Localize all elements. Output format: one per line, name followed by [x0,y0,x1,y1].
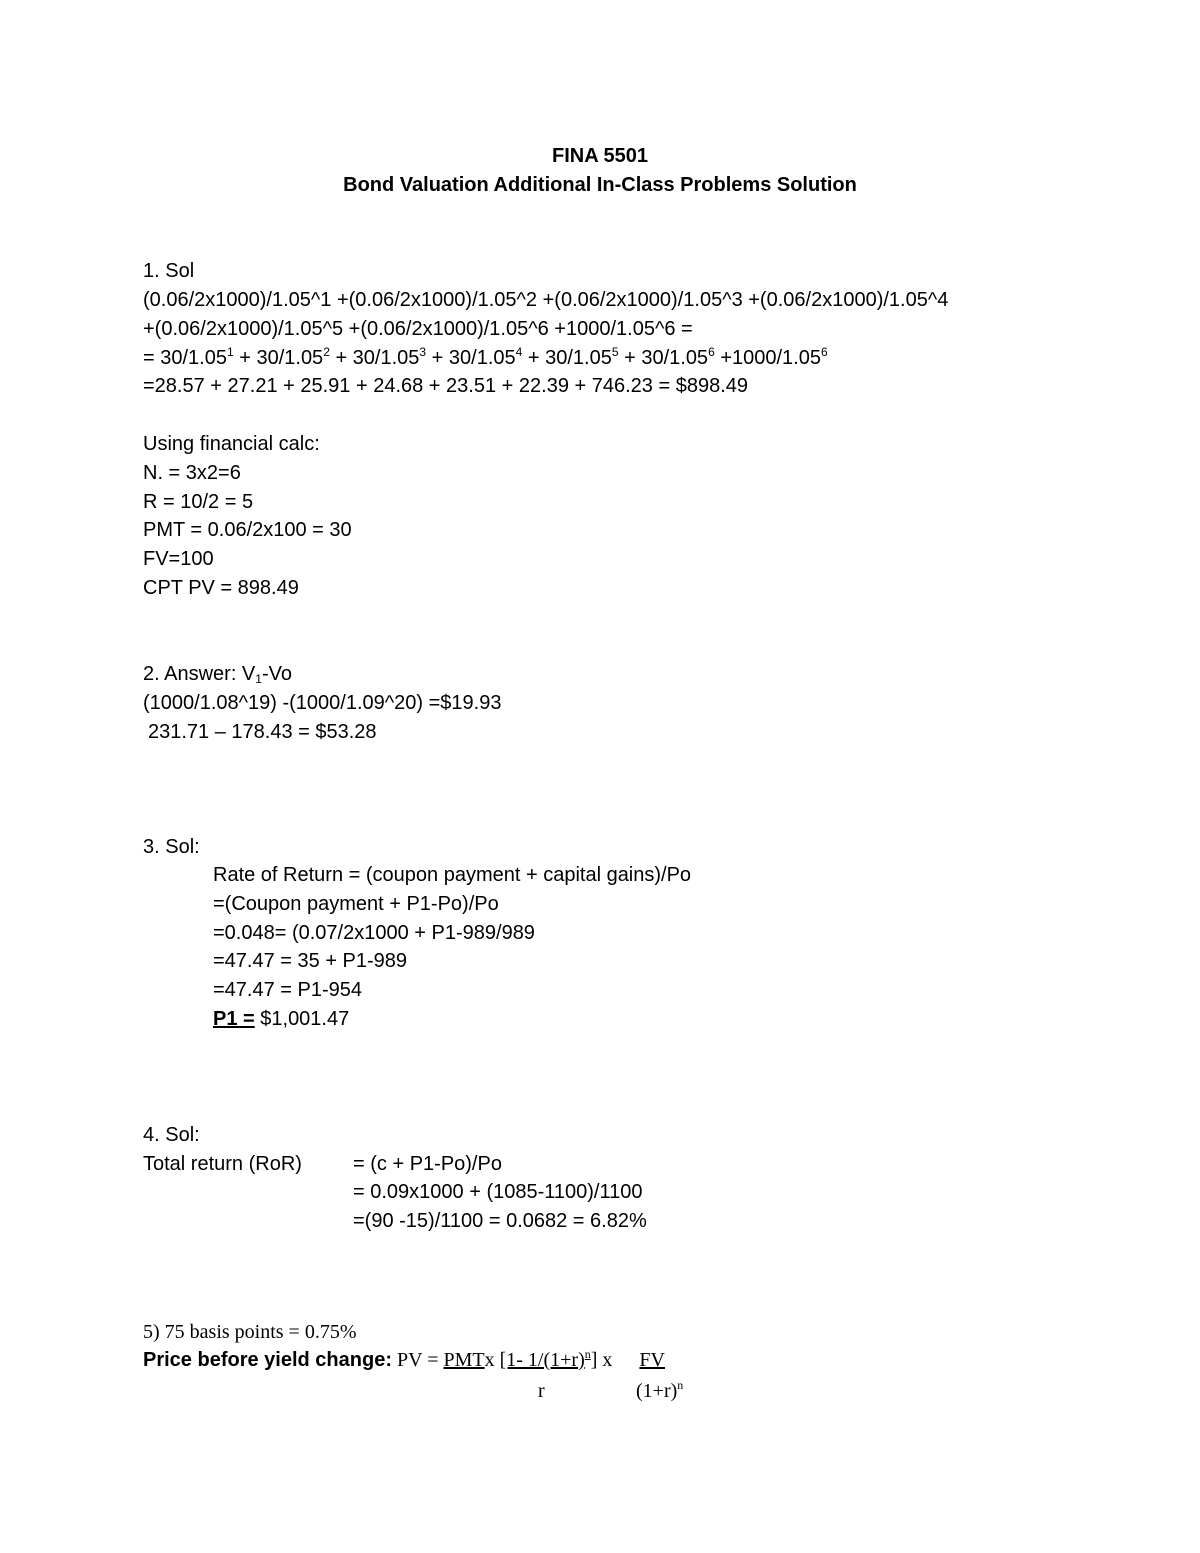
problem-5-label: 5) 75 basis points = 0.75% [143,1321,357,1343]
problem-1-result: =28.57 + 27.21 + 25.91 + 24.68 + 23.51 + 22.39 + 746.23 = $898.49 [143,375,748,397]
calc-line: N. = 3x2=6 [143,462,241,484]
denominator-r: r [538,1380,545,1402]
p1-value: $1,001.47 [254,1008,350,1030]
p1-label: P1 = [213,1008,255,1030]
total-return-label: Total return (RoR) [143,1153,302,1175]
calc-line: CPT PV = 898.49 [143,577,299,599]
course-code: FINA 5501 [552,145,648,167]
problem-5-formula: Price before yield change: PV = PMTx [1- $1/(1+r)^n$] x FV [143,1347,665,1371]
problem-3-line: Rate of Return = (coupon payment + capital gains)/Po [213,864,692,886]
calc-line: PMT = 0.06/2x100 = 30 [143,519,352,541]
problem-3-final [213,1008,349,1031]
problem-3-label: 3. Sol: [143,836,200,858]
calc-line: FV=100 [143,548,214,570]
problem-3-line: =0.048= (0.07/2x1000 + P1-989/989 [213,922,535,944]
problem-4-line: =(90 -15)/1100 = 0.0682 = 6.82% [353,1210,647,1232]
problem-4-label: 4. Sol: [143,1124,200,1146]
calc-line: R = 10/2 = 5 [143,491,254,513]
problem-1-formula-line-1: (0.06/2x1000)/1.05^1 +(0.06/2x1000)/1.05^2 +(0.06/2x1000)/1.05^3 +(0.06/2x1000)/1.05^4 [143,289,949,311]
problem-4-line: = (c + P1-Po)/Po [353,1153,502,1175]
calc-heading: Using financial calc: [143,433,320,455]
document-title: Bond Valuation Additional In-Class Problems Solution [343,174,857,196]
problem-2-line-1: (1000/1.08^19) -(1000/1.09^20) =$19.93 [143,692,502,714]
problem-1-formula-line-3: = $30/1.05^1 + 30/1.05^2 + 30/1.05^3 + 30/1.05^4 + 30/1.05^5 + 30/1.05^6 +1000/1.05^6$ [143,345,828,369]
price-before-label: Price before yield change: [143,1349,392,1371]
problem-3-line: =(Coupon payment + P1-Po)/Po [213,893,499,915]
denominator-fv: $(1+r)^n$ [636,1378,684,1402]
problem-1-label: 1. Sol [143,260,195,282]
problem-4-line: = 0.09x1000 + (1085-1100)/1100 [353,1181,643,1203]
problem-2-label: 2. Answer: $V_1-Vo$ [143,663,292,686]
problem-1-formula-line-2: +(0.06/2x1000)/1.05^5 +(0.06/2x1000)/1.05^6 +1000/1.05^6 = [143,318,693,340]
problem-3-line: =47.47 = P1-954 [213,979,363,1001]
problem-3-line: =47.47 = 35 + P1-989 [213,950,408,972]
problem-2-line-2: 231.71 – 178.43 = $53.28 [148,721,377,743]
